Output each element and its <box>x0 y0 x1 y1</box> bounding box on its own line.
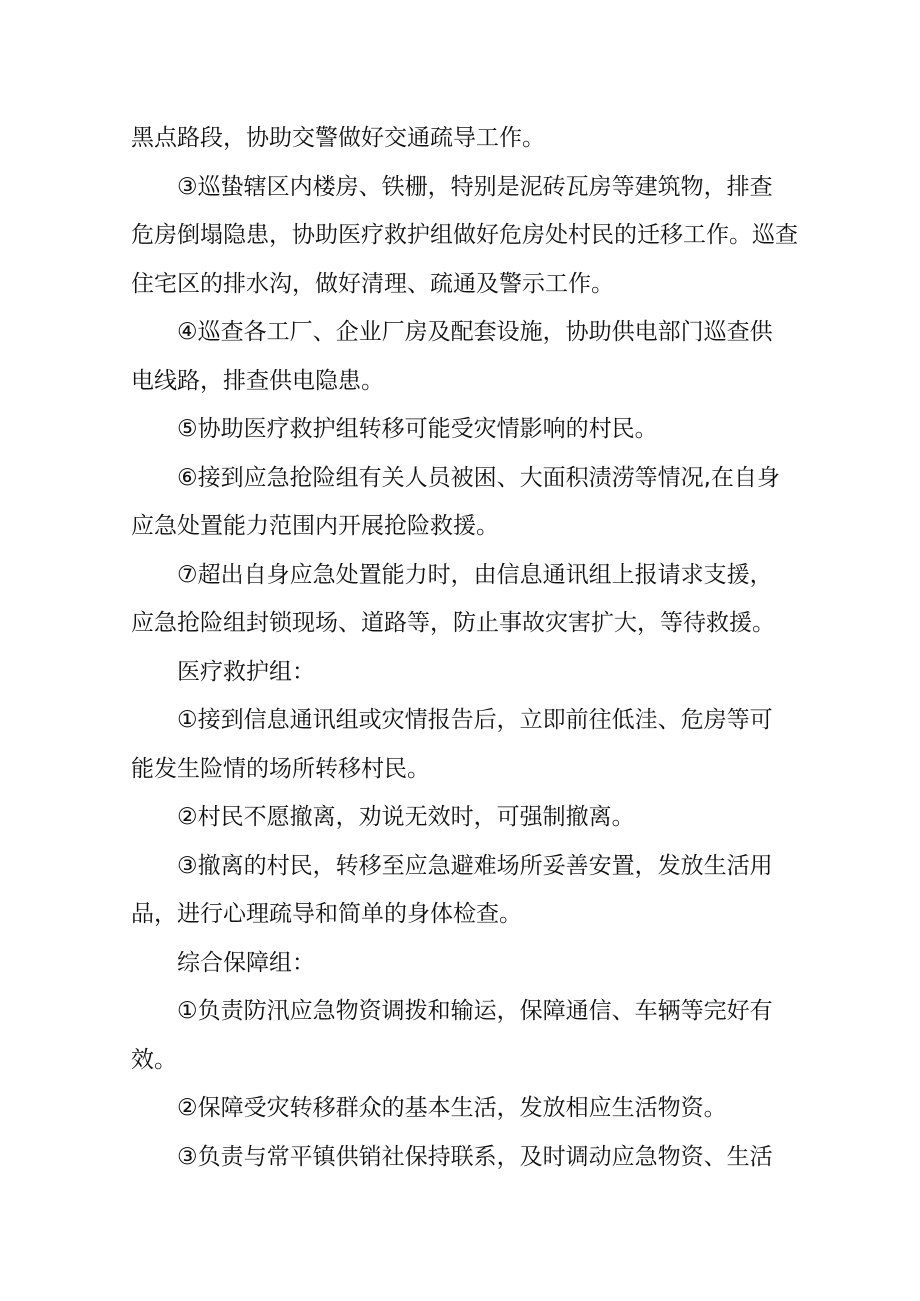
text-line: ③负责与常平镇供销社保持联系，及时调动应急物资、生活 <box>177 1143 773 1170</box>
text-line: 能发生险情的场所转移村民。 <box>131 755 430 782</box>
text-line: 电线路，排查供电隐患。 <box>131 367 384 394</box>
text-line: 应急抢险组封锁现场、道路等，防止事故灾害扩大，等待救援。 <box>131 610 775 636</box>
text-line: ③撤离的村民，转移至应急避难场所妥善安置，发放生活用 <box>177 852 773 879</box>
section-heading: 医疗救护组： <box>177 658 315 685</box>
document-body <box>131 114 798 1181</box>
text-line: 危房倒塌隐患，协助医疗救护组做好危房处村民的迁移工作。巡查 <box>131 222 798 248</box>
section-heading: 综合保障组： <box>177 949 315 976</box>
text-line: 黑点路段，协助交警做好交通疏导工作。 <box>131 125 545 151</box>
text-line: 效。 <box>131 1046 177 1073</box>
text-line: ②保障受灾转移群众的基本生活，发放相应生活物资。 <box>177 1095 727 1121</box>
text-line: ⑥接到应急抢险组有关人员被困、大面积渍涝等情况,在自身 <box>177 464 780 491</box>
text-line: ②村民不愿撤离，劝说无效时，可强制撤离。 <box>177 804 635 830</box>
text-line: 品，进行心理疏导和简单的身体检查。 <box>131 901 522 927</box>
text-line: 应急处置能力范围内开展抢险救援。 <box>131 513 499 539</box>
text-line: ③巡蛰辖区内楼房、铁栅，特别是泥砖瓦房等建筑物，排查 <box>177 173 773 200</box>
text-line: ①负责防汛应急物资调拨和输运，保障通信、车辆等完好有 <box>177 998 773 1024</box>
text-line: ①接到信息通讯组或灾情报告后，立即前往低洼、危房等可 <box>177 707 773 733</box>
text-line: ⑤协助医疗救护组转移可能受灾情影响的村民。 <box>177 416 658 442</box>
text-line: ④巡查各工厂、企业厂房及配套设施，协助供电部门巡查供 <box>177 319 773 345</box>
text-line: ⑦超出自身应急处置能力时，由信息通讯组上报请求支援， <box>177 561 773 588</box>
text-line: 住宅区的排水沟，做好清理、疏通及警示工作。 <box>131 270 614 297</box>
